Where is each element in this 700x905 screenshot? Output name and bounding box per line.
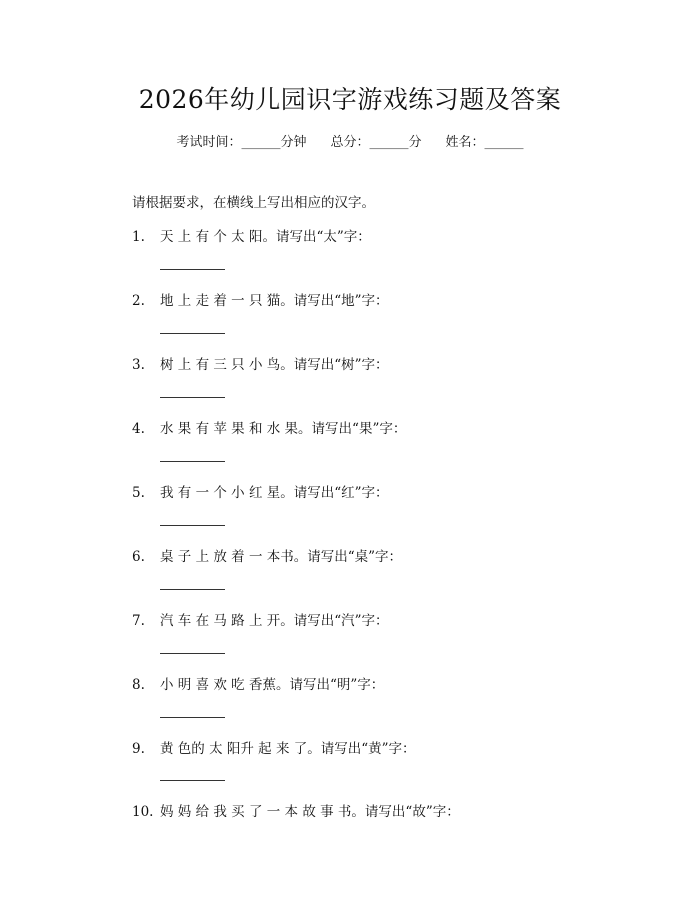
student-name-field: 姓名：______ (445, 135, 524, 150)
question-item (132, 673, 384, 693)
question-text: 水 果 有 苹 果 和 水 果。请写出“果”字： (160, 421, 407, 437)
answer-line (160, 397, 225, 398)
question-text: 桌 子 上 放 着 一 本书。请写出“桌”字： (160, 549, 403, 565)
exam-time-field: 考试时间：______分钟 (176, 135, 307, 150)
question-item (132, 225, 371, 245)
question-number: 8. (132, 677, 145, 693)
answer-line (160, 589, 225, 590)
question-item (132, 737, 416, 757)
question-item (132, 353, 389, 373)
page-title: 2026年幼儿园识字游戏练习题及答案 (138, 85, 562, 114)
question-number: 5. (132, 485, 145, 501)
question-number: 2. (132, 293, 145, 309)
answer-line (160, 525, 225, 526)
question-number: 9. (132, 741, 145, 757)
question-item (132, 289, 389, 309)
question-text: 地 上 走 着 一 只 猫。请写出“地”字： (160, 293, 389, 309)
question-text: 小 明 喜 欢 吃 香蕉。请写出“明”字： (160, 677, 385, 693)
question-item (132, 800, 460, 820)
question-item (132, 609, 389, 629)
question-item (132, 481, 389, 501)
question-number: 1. (132, 229, 145, 245)
answer-line (160, 653, 225, 654)
question-number: 6. (132, 549, 145, 565)
answer-line (160, 269, 225, 270)
question-item (132, 417, 406, 437)
question-text: 天 上 有 个 太 阳。请写出“太”字： (160, 229, 371, 245)
question-item (132, 545, 402, 565)
answer-line (160, 780, 225, 781)
question-number: 4. (132, 421, 145, 437)
answer-line (160, 333, 225, 334)
answer-line (160, 717, 225, 718)
question-text: 黄 色的 太 阳升 起 来 了。请写出“黄”字： (160, 741, 416, 757)
total-score-field: 总分：______分 (330, 135, 422, 150)
question-text: 我 有 一 个 小 红 星。请写出“红”字： (160, 485, 389, 501)
answer-line (160, 461, 225, 462)
question-text: 汽 车 在 马 路 上 开。请写出“汽”字： (160, 613, 389, 629)
exam-info (0, 131, 700, 150)
question-text: 妈 妈 给 我 买 了 一 本 故 事 书。请写出“故”字： (160, 804, 460, 820)
question-number: 10. (132, 804, 154, 820)
question-text: 树 上 有 三 只 小 鸟。请写出“树”字： (160, 357, 389, 373)
instruction-text: 请根据要求，在横线上写出相应的汉字。 (132, 195, 375, 211)
question-number: 7. (132, 613, 145, 629)
question-number: 3. (132, 357, 145, 373)
